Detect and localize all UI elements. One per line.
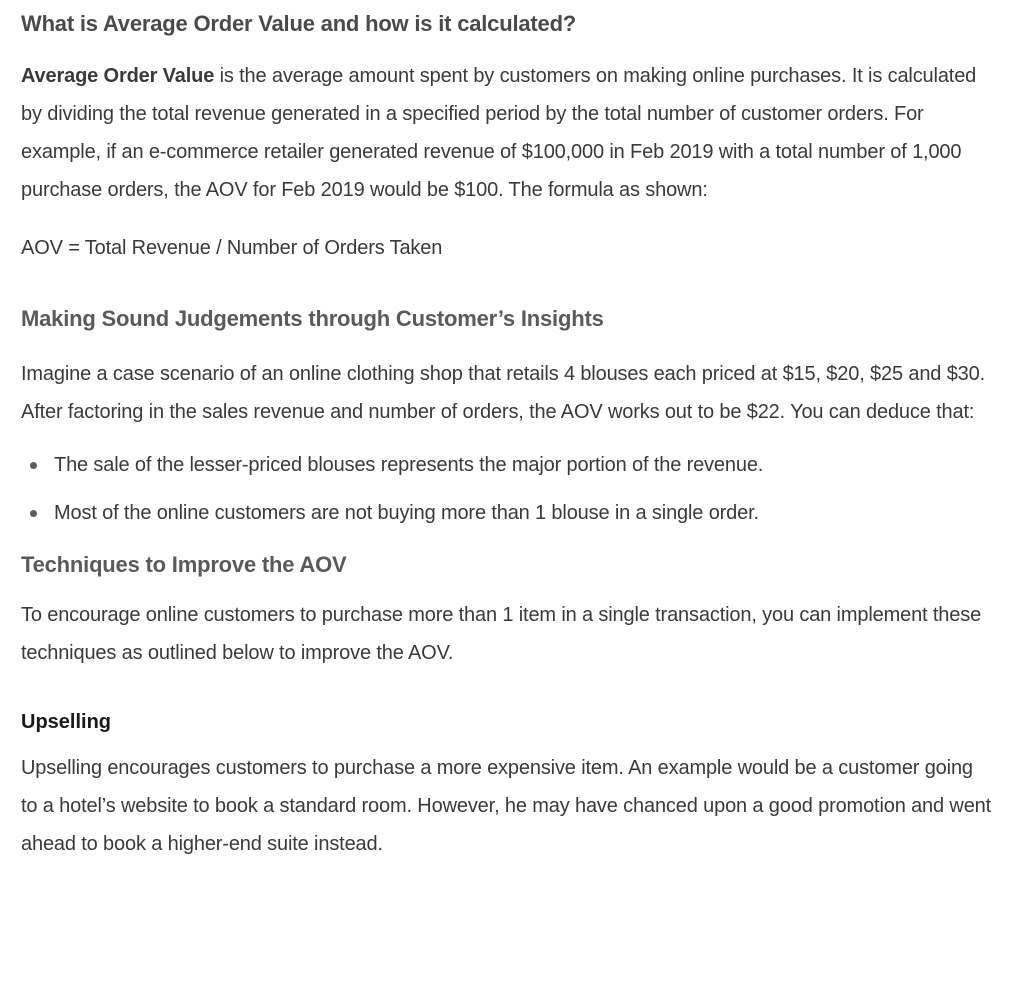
intro-text: is the average amount spent by customers on making online purchases. It is calculated by dividing the total revenue generated in a specified period by the total number of customer orders. For example, if an e-commerce retailer generated revenue of $100,000 in Feb 2019 with a total number of 1,000 purchase orders, the AOV for Feb 2019 would be $100. The formula as shown: [21, 65, 977, 201]
list-item [21, 501, 993, 525]
page-title: What is Average Order Value and how is it calculated? [21, 11, 577, 36]
heading-judgements: Making Sound Judgements through Customer’s Insights [21, 306, 604, 331]
bullet-icon [30, 510, 37, 517]
techniques-paragraph: To encourage online customers to purchase more than 1 item in a single transaction, you can implement these techniques as outlined below to improve the AOV. [21, 604, 982, 664]
aov-formula: AOV = Total Revenue / Number of Orders Taken [21, 237, 443, 259]
intro-paragraph [21, 57, 993, 209]
heading-upselling: Upselling [21, 711, 112, 733]
upselling-paragraph: Upselling encourages customers to purchase a more expensive item. An example would be a customer going to a hotel’s website to book a standard room. However, he may have chanced upon a good promotion and went ahead to book a higher-end suite instead. [21, 757, 992, 855]
list-item-text: The sale of the lesser-priced blouses represents the major portion of the revenue. [54, 454, 764, 476]
heading-techniques: Techniques to Improve the AOV [21, 552, 347, 577]
list-item [21, 453, 993, 477]
judgements-paragraph: Imagine a case scenario of an online clothing shop that retails 4 blouses each priced at $15, $20, $25 and $30. After factoring in the sales revenue and number of orders, the AOV works out to be $22. You can deduce that: [21, 363, 986, 423]
intro-bold-term: Average Order Value [21, 65, 215, 87]
deduction-list [21, 453, 993, 525]
bullet-icon [30, 462, 37, 469]
list-item-text: Most of the online customers are not buying more than 1 blouse in a single order. [54, 502, 759, 524]
